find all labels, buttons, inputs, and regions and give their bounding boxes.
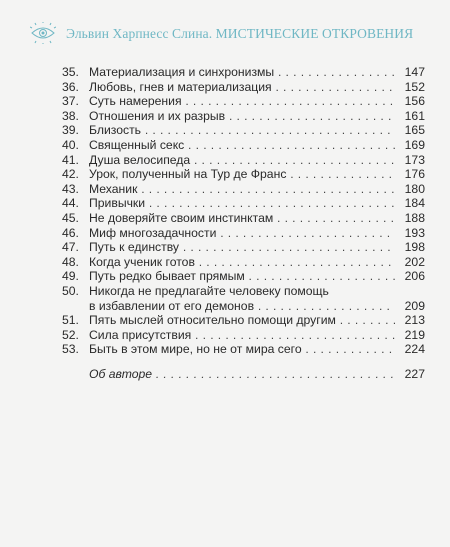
toc-entry-number: 45. — [62, 210, 79, 225]
toc-entry — [62, 284, 425, 313]
table-of-contents — [62, 65, 425, 383]
toc-entry — [62, 328, 425, 343]
toc-entry-title: Миф многозадачности . . . — [89, 226, 395, 241]
toc-entry — [62, 109, 425, 124]
toc-entry-title: Священный секс . . . — [89, 138, 395, 153]
toc-entry-page: 198 — [395, 240, 425, 255]
toc-entry — [62, 269, 425, 284]
toc-entry — [62, 342, 425, 357]
toc-entry-page: 165 — [395, 123, 425, 138]
toc-entry-title: Душа велосипеда . . . — [89, 153, 395, 168]
toc-entry-number: 35. — [62, 65, 79, 79]
toc-entry — [62, 65, 425, 80]
toc-entry-title-line2: в избавлении от его демонов . . . — [89, 299, 395, 314]
toc-entry-page: 193 — [395, 226, 425, 241]
toc-entry — [62, 153, 425, 168]
header-title: Эльвин Харпнесс Слина. МИСТИЧЕСКИЕ ОТКРОВЕНИЯ — [66, 26, 414, 41]
toc-entry-number: 46. — [62, 225, 79, 240]
toc-entry-title: Никогда не предлагайте человеку помощь — [89, 283, 329, 298]
toc-entry-title: Быть в этом мире, но не от мира сего . . . — [89, 342, 395, 357]
toc-entry — [62, 138, 425, 153]
toc-entry — [62, 226, 425, 241]
toc-entry-page: 156 — [395, 94, 425, 109]
toc-entry — [62, 94, 425, 109]
toc-entry-page: 161 — [395, 109, 425, 124]
toc-entry-number: 43. — [62, 181, 79, 196]
toc-entry-title: Любовь, гнев и материализация . . . — [89, 80, 395, 95]
toc-entry-page: 152 — [395, 80, 425, 95]
toc-entry-page: 169 — [395, 138, 425, 153]
toc-entry-number: 50. — [62, 283, 79, 298]
toc-entry-page: 176 — [395, 167, 425, 182]
toc-entry-page: 147 — [395, 65, 425, 80]
toc-entry-title: Близость . . . — [89, 123, 395, 138]
toc-entry-title: Урок, полученный на Тур де Франс . . . — [89, 167, 395, 182]
toc-entry-number: 51. — [62, 312, 79, 327]
toc-entry — [62, 313, 425, 328]
toc-entry-page: 209 — [395, 299, 425, 314]
toc-entry-number: 42. — [62, 167, 79, 182]
toc-entry — [62, 123, 425, 138]
toc-entry-page: 202 — [395, 255, 425, 270]
eye-icon — [30, 22, 56, 44]
toc-entry-title: Сила присутствия . . . — [89, 328, 395, 343]
toc-entry — [62, 211, 425, 226]
toc-entry — [62, 255, 425, 270]
toc-entry-page: 206 — [395, 269, 425, 284]
toc-entry-title: Когда ученик готов . . . — [89, 255, 395, 270]
toc-entry-title: Путь редко бывает прямым . . . — [89, 269, 395, 284]
toc-entry-page: 180 — [395, 182, 425, 197]
toc-entry-page: 213 — [395, 313, 425, 328]
toc-entry-title: Отношения и их разрыв . . . — [89, 109, 395, 124]
toc-entry-page: 188 — [395, 211, 425, 226]
toc-entry — [62, 182, 425, 197]
toc-entry-title: Механик . . . — [89, 182, 395, 197]
toc-entry-number: 52. — [62, 327, 79, 342]
toc-entry-page: 219 — [395, 328, 425, 343]
toc-entry-number: 37. — [62, 94, 79, 109]
toc-entry-number: 47. — [62, 240, 79, 255]
toc-entry — [62, 240, 425, 255]
toc-entry-title: Материализация и синхронизмы . . . — [89, 65, 395, 80]
toc-entry-title: Суть намерения . . . — [89, 94, 395, 109]
running-header — [0, 0, 450, 55]
toc-entry-number: 48. — [62, 254, 79, 269]
toc-entry-about-author — [62, 365, 425, 383]
toc-entry-number: 41. — [62, 152, 79, 167]
toc-entry-page: 184 — [395, 196, 425, 211]
toc-entry-title: Путь к единству . . . — [89, 240, 395, 255]
toc-entry — [62, 80, 425, 95]
toc-entry-number: 49. — [62, 269, 79, 284]
toc-entry-number: 38. — [62, 108, 79, 123]
toc-entry-title: Привычки . . . — [89, 196, 395, 211]
toc-entry-page: 227 — [395, 365, 425, 383]
toc-entry-page: 224 — [395, 342, 425, 357]
toc-entry-title: Не доверяйте своим инстинктам . . . — [89, 211, 395, 226]
toc-entry-title: Об авторе . . . — [89, 365, 395, 383]
toc-entry-number: 53. — [62, 342, 79, 357]
toc-entry — [62, 196, 425, 211]
toc-entry-title: Пять мыслей относительно помощи другим . . . — [89, 313, 395, 328]
toc-entry-number: 36. — [62, 79, 79, 94]
toc-entry-number: 40. — [62, 137, 79, 152]
toc-entry-page: 173 — [395, 153, 425, 168]
toc-entry-number: 44. — [62, 196, 79, 211]
toc-entry-number: 39. — [62, 123, 79, 138]
toc-entry — [62, 167, 425, 182]
